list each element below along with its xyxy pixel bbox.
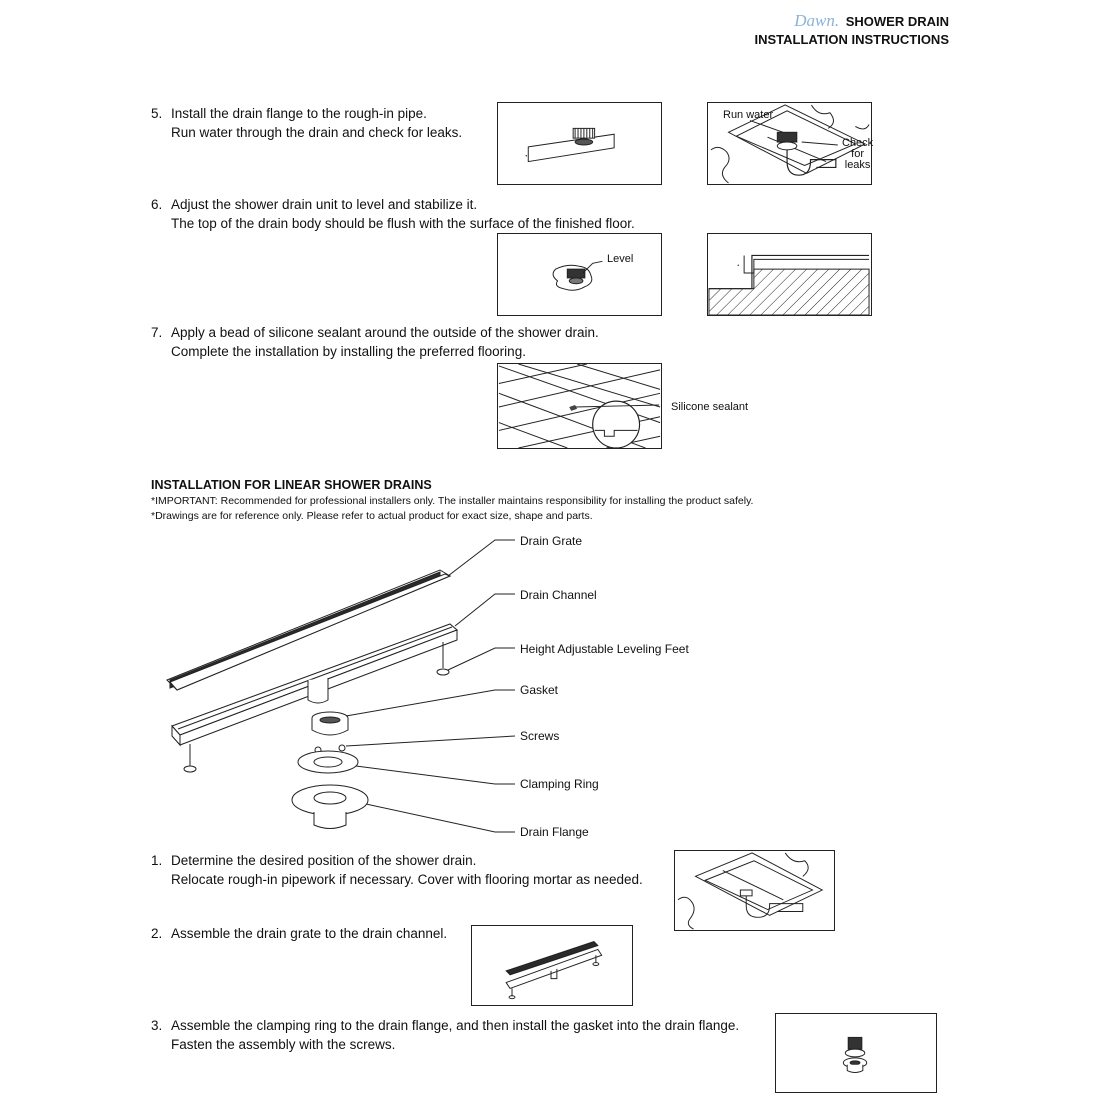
part-label-drain-flange: Drain Flange [520, 825, 589, 839]
part-label-leveling-feet: Height Adjustable Leveling Feet [520, 642, 689, 656]
header-subtitle: INSTALLATION INSTRUCTIONS [754, 32, 949, 47]
step-3 [151, 1017, 739, 1054]
step-number: 7. [151, 325, 163, 340]
step-text: Run water through the drain and check for leaks. [171, 124, 463, 140]
step-number: 1. [151, 853, 163, 868]
part-label-screws: Screws [520, 729, 560, 743]
step-text: Complete the installation by installing the preferred flooring. [171, 343, 526, 359]
label-run-water: Run water [723, 109, 774, 121]
section-title: INSTALLATION FOR LINEAR SHOWER DRAINS [151, 478, 432, 492]
figure-flush-floor [707, 233, 872, 316]
label-check-for-leaks [842, 138, 873, 171]
step-2 [151, 925, 447, 944]
step-5 [151, 105, 462, 142]
figure-flange-pipe [497, 102, 662, 185]
label-leaks: leaks [844, 159, 871, 171]
step-6 [151, 196, 635, 233]
step-text: Apply a bead of silicone sealant around the outside of the shower drain. [171, 325, 599, 340]
part-label-drain-channel: Drain Channel [520, 588, 597, 602]
figure-position-drain [674, 850, 835, 931]
part-label-gasket: Gasket [520, 683, 559, 697]
document-header [754, 12, 949, 49]
header-line-1 [754, 12, 949, 31]
brand-logo: Dawn. [794, 11, 840, 30]
step-number: 2. [151, 926, 163, 941]
step-1 [151, 852, 643, 889]
step-7 [151, 324, 599, 361]
step-text: Assemble the drain grate to the drain channel. [171, 926, 448, 941]
part-label-drain-grate: Drain Grate [520, 534, 583, 548]
figure-assemble-grate [471, 925, 633, 1006]
step-text: The top of the drain body should be flush with the surface of the finished floor. [171, 215, 635, 231]
label-check: Check [842, 137, 874, 149]
step-text: Adjust the shower drain unit to level and stabilize it. [171, 197, 478, 212]
label-for: for [851, 148, 865, 160]
important-note: *IMPORTANT: Recommended for professional installers only. The installer maintains responsibility for installing the product safely. [151, 495, 754, 507]
figure-assemble-flange [775, 1013, 937, 1093]
step-text: Determine the desired position of the shower drain. [171, 853, 477, 868]
step-text: Assemble the clamping ring to the drain flange, and then install the gasket into the drain flange. [171, 1018, 740, 1033]
label-silicone-sealant: Silicone sealant [671, 401, 749, 413]
reference-note: *Drawings are for reference only. Please refer to actual product for exact size, shape and parts. [151, 510, 593, 522]
label-level: Level [607, 253, 634, 265]
step-number: 6. [151, 197, 163, 212]
step-text: Fasten the assembly with the screws. [171, 1036, 396, 1052]
step-number: 3. [151, 1018, 163, 1033]
step-text: Install the drain flange to the rough-in pipe. [171, 106, 427, 121]
figure-level [497, 233, 662, 316]
exploded-parts-diagram [150, 530, 530, 850]
header-title: SHOWER DRAIN [845, 14, 949, 29]
step-number: 5. [151, 106, 163, 121]
part-label-clamping-ring: Clamping Ring [520, 777, 599, 791]
step-text: Relocate rough-in pipework if necessary. Cover with flooring mortar as needed. [171, 871, 643, 887]
figure-tile-sealant [497, 363, 662, 449]
